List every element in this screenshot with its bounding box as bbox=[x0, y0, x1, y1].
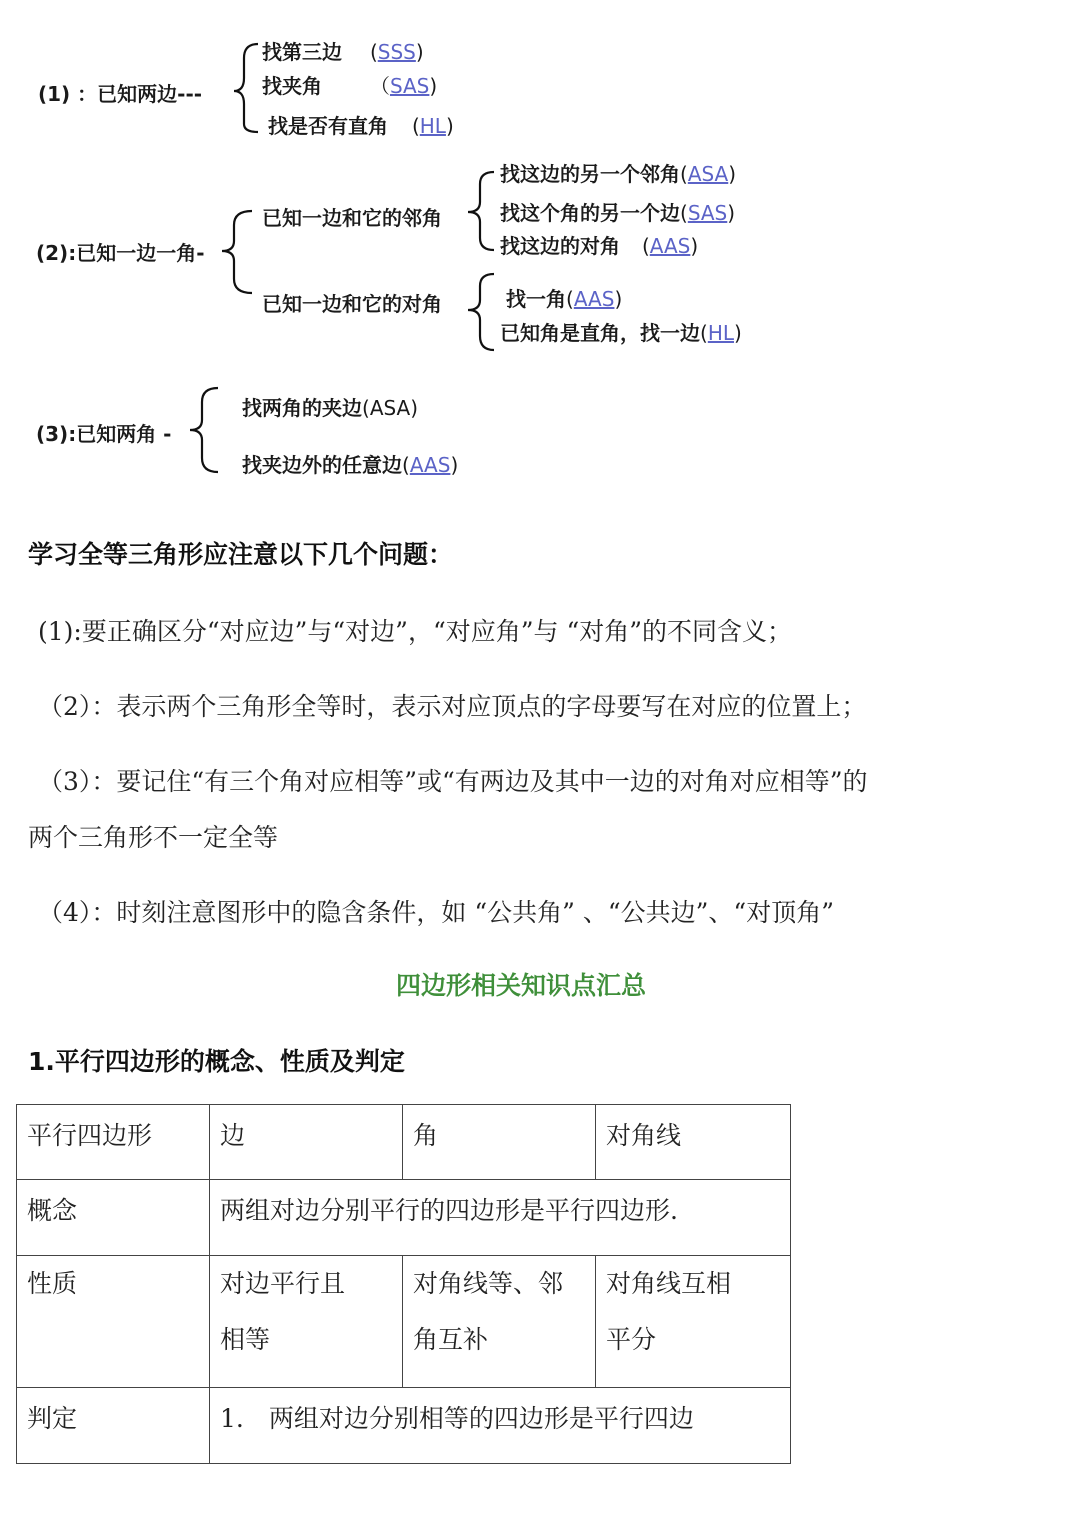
criterion-text: 1. 两组对边分别相等的四边形是平行四边 bbox=[210, 1388, 791, 1464]
concept-text: 两组对边分别平行的四边形是平行四边形. bbox=[210, 1180, 791, 1256]
notes-heading: 学习全等三角形应注意以下几个问题： bbox=[28, 540, 454, 569]
criterion-code: AAS bbox=[649, 234, 691, 258]
note-item-3: （3）：要记住“有三个角对应相等”或“有两边及其中一边的对角对应相等”的 bbox=[38, 767, 868, 796]
g1-branch-1 bbox=[262, 36, 424, 65]
table-header-cell: 边 bbox=[210, 1105, 403, 1180]
table-header-cell: 对角线 bbox=[596, 1105, 791, 1180]
table-header-cell: 平行四边形 bbox=[17, 1105, 210, 1180]
branch-text: 找是否有直角 bbox=[268, 114, 388, 138]
branch-text: 找一角 bbox=[506, 287, 566, 311]
branch-text: 找第三边 bbox=[262, 40, 342, 64]
branch-text: 找两角的夹边 bbox=[242, 396, 362, 420]
paren-close: ) bbox=[728, 162, 737, 186]
paren-open: ( bbox=[680, 162, 688, 186]
cell-line: 对边平行且 bbox=[220, 1269, 346, 1298]
paren-open: ( bbox=[411, 114, 420, 138]
group2-label: (2):已知一边一角- bbox=[36, 241, 205, 265]
g2-sub2-branch-2 bbox=[500, 317, 742, 346]
note-item-3-cont: 两个三角形不一定全等 bbox=[28, 823, 279, 852]
paren-open: ( bbox=[641, 234, 650, 258]
note-item-2: （2）：表示两个三角形全等时，表示对应顶点的字母要写在对应的位置上； bbox=[38, 692, 867, 721]
note-item-4: （4）：时刻注意图形中的隐含条件，如 “公共角” 、“公共边”、“对顶角” bbox=[38, 898, 834, 927]
g3-branch-2 bbox=[242, 449, 458, 478]
g3-branch-1 bbox=[242, 392, 418, 421]
section-subheading: 1.平行四边形的概念、性质及判定 bbox=[28, 1047, 405, 1076]
criterion-label: 判定 bbox=[17, 1388, 210, 1464]
paren-close: ) bbox=[450, 453, 459, 477]
branch-text: 找这边的对角 bbox=[500, 234, 620, 258]
branch-text: 找夹角 bbox=[262, 74, 322, 98]
criterion-code: HL bbox=[707, 321, 734, 345]
note-item-1: (1):要正确区分“对应边”与“对边”，“对应角”与 “对角”的不同含义； bbox=[38, 617, 793, 646]
branch-text: 找这边的另一个邻角 bbox=[500, 162, 680, 186]
criterion-code: ASA bbox=[369, 396, 411, 420]
branch-text: 找夹边外的任意边 bbox=[242, 453, 402, 477]
paren-close: ) bbox=[429, 74, 438, 98]
paren-open: （ bbox=[369, 74, 390, 98]
paren-open: ( bbox=[362, 396, 370, 420]
group3-label: (3):已知两角 - bbox=[36, 422, 172, 446]
criterion-code: HL bbox=[419, 114, 446, 138]
parallelogram-table bbox=[16, 1104, 791, 1464]
g2-sub2-branch-1 bbox=[506, 283, 622, 312]
cell-line: 平分 bbox=[606, 1325, 657, 1354]
paren-close: ) bbox=[445, 114, 454, 138]
g2-sub1-label: 已知一边和它的邻角 bbox=[262, 206, 442, 230]
group1-label: (1) ：已知两边--- bbox=[38, 82, 203, 106]
g2-sub2-label: 已知一边和它的对角 bbox=[262, 292, 442, 316]
paren-close: ) bbox=[734, 321, 742, 345]
table-row bbox=[17, 1256, 791, 1388]
paren-open: ( bbox=[369, 40, 378, 64]
group3-brace bbox=[178, 384, 228, 479]
sub1-brace bbox=[450, 168, 500, 258]
table-row bbox=[17, 1105, 791, 1180]
table-row bbox=[17, 1180, 791, 1256]
paren-close: ) bbox=[614, 287, 623, 311]
criterion-code: SAS bbox=[687, 201, 728, 225]
g1-branch-2 bbox=[262, 70, 437, 99]
group2-brace bbox=[212, 205, 262, 305]
criterion-code: SAS bbox=[389, 74, 430, 98]
criterion-code: SSS bbox=[377, 40, 416, 64]
section-title: 四边形相关知识点汇总 bbox=[396, 971, 647, 1000]
property-cell bbox=[210, 1256, 403, 1388]
property-cell bbox=[403, 1256, 596, 1388]
table-row bbox=[17, 1388, 791, 1464]
paren-open: ( bbox=[402, 453, 410, 477]
cell-line: 角互补 bbox=[413, 1325, 489, 1354]
branch-text: 找这个角的另一个边 bbox=[500, 201, 680, 225]
property-cell bbox=[596, 1256, 791, 1388]
criterion-code: AAS bbox=[573, 287, 615, 311]
paren-close: ) bbox=[727, 201, 736, 225]
g2-sub1-branch-3 bbox=[500, 230, 698, 259]
cell-line: 对角线互相 bbox=[606, 1269, 732, 1298]
table-header-cell: 角 bbox=[403, 1105, 596, 1180]
paren-close: ) bbox=[410, 396, 419, 420]
branch-text: 已知角是直角，找一边 bbox=[500, 321, 700, 345]
cell-line: 对角线等、邻 bbox=[413, 1269, 564, 1298]
g2-sub1-branch-1 bbox=[500, 158, 736, 187]
paren-open: ( bbox=[566, 287, 574, 311]
criterion-code: AAS bbox=[409, 453, 451, 477]
g2-sub1-branch-2 bbox=[500, 197, 735, 226]
paren-close: ) bbox=[690, 234, 699, 258]
paren-close: ) bbox=[415, 40, 424, 64]
cell-line: 相等 bbox=[220, 1325, 271, 1354]
criterion-code: ASA bbox=[687, 162, 729, 186]
sub2-brace bbox=[450, 270, 500, 355]
paren-open: ( bbox=[700, 321, 708, 345]
paren-open: ( bbox=[680, 201, 688, 225]
property-label: 性质 bbox=[17, 1256, 210, 1388]
concept-label: 概念 bbox=[17, 1180, 210, 1256]
g1-branch-3 bbox=[268, 110, 454, 139]
